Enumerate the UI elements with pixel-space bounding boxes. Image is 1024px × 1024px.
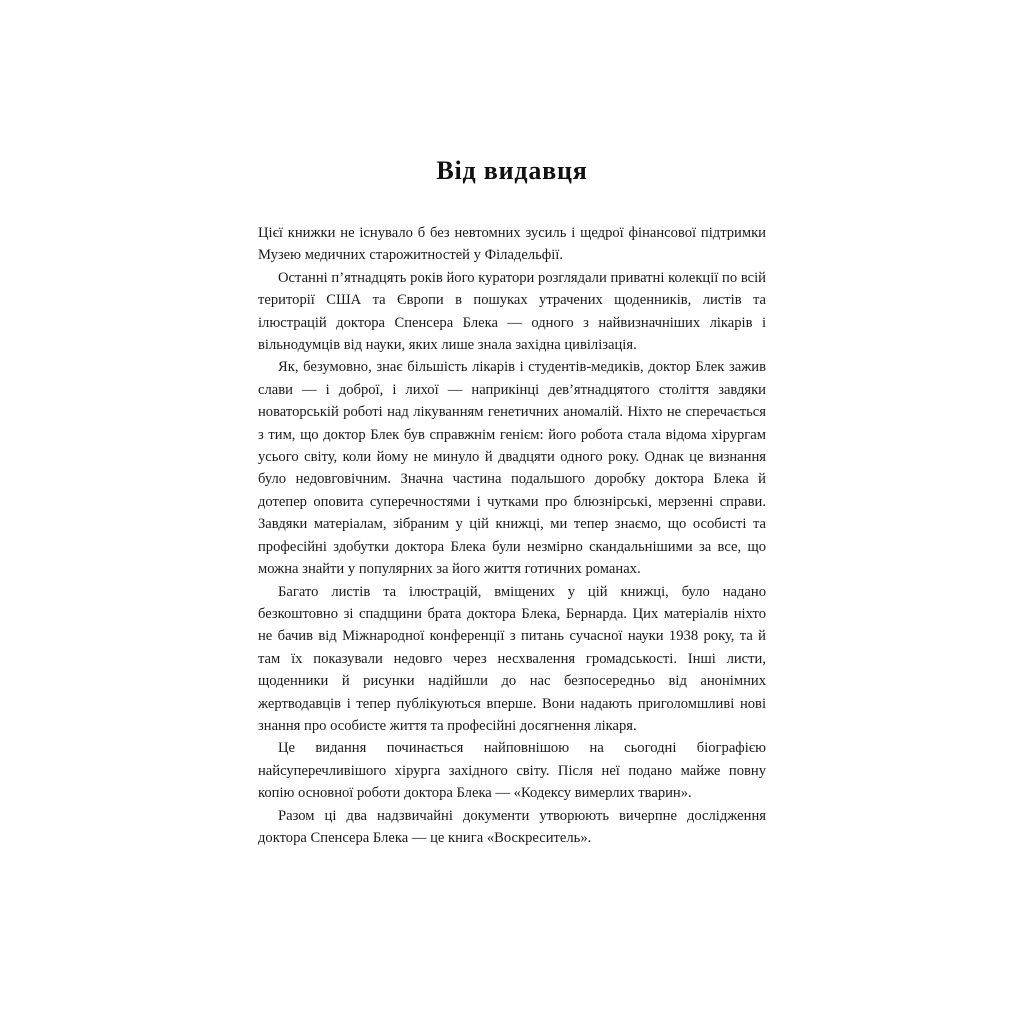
- paragraph-4: Багато листів та ілюстрацій, вміщених у цій книжці, було надано безкоштовно зі спадщини брата доктора Блека, Бернарда. Цих матеріалів ніхто не бачив від Міжнародної конференції з питань сучасної науки 1938 року, та й там їх показували недовго через несхвалення громадськості. Інші листи, щоденники й рисунки надійшли до нас безпосередньо від анонімних жертводавців і тепер публікуються вперше. Вони надають приголомшливі нові знання про особисте життя та професійні досягнення лікаря.: [258, 583, 766, 734]
- paragraph-5: Це видання починається найповнішою на сьогодні біографією найсуперечливішого хірурга західного світу. Після неї подано майже повну копію основної роботи доктора Блека — «Кодексу вимерлих тварин».: [258, 740, 766, 802]
- paragraph-2: Останні п’ятнадцять років його куратори розглядали приватні колекції по всій території США та Європи в пошуках утрачених щоденників, листів та ілюстрацій доктора Спенсера Блека — одного з найвизначніших лікарів і вільнодумців від науки, яких лише знала західна цивілізація.: [258, 269, 766, 354]
- paragraph-3: Як, безумовно, знає більшість лікарів і студентів-медиків, доктор Блек зажив слави — і доброї, і лихої — наприкінці дев’ятнадцятого століття завдяки новаторській роботі над лікуванням генетичних аномалій. Ніхто не сперечається з тим, що доктор Блек був справжнім генієм: його робота стала відома хірургам усього світу, коли йому не минуло й двадцяти одного року. Однак це визнання було недовговічним. Значна частина подальшого доробку доктора Блека й дотепер оповита суперечностями і чутками про блюзнірські, мерзенні справи. Завдяки матеріалам, зібраним у цій книжці, ми тепер знаємо, що особисті та професійні здобутки доктора Блека були незмірно скандальнішими за все, що можна знайти у популярних за його життя готичних романах.: [258, 359, 766, 578]
- page-title: Від видавця: [436, 156, 588, 185]
- paragraph-1: Цієї книжки не існувало б без невтомних зусиль і щедрої фінансової підтримки Музею медичних старожитностей у Філадельфії.: [258, 225, 766, 264]
- paragraph-6: Разом ці два надзвичайні документи утворюють вичерпне дослідження доктора Спенсера Блека — це книга «Воскреситель».: [258, 807, 766, 846]
- body-text: [258, 222, 766, 849]
